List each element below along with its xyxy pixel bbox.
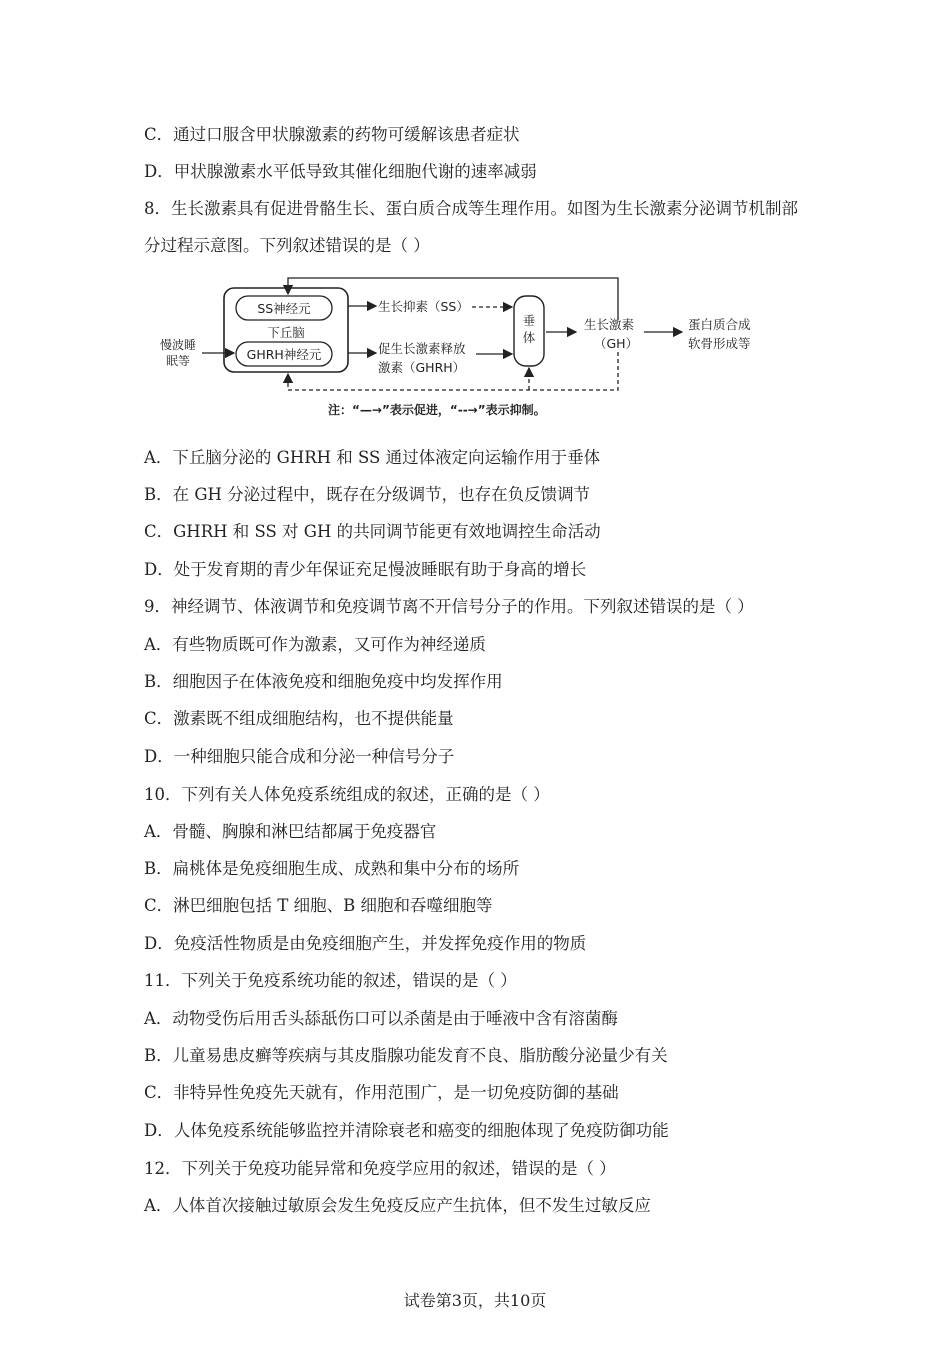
option-b-q11: B．儿童易患皮癣等疾病与其皮脂腺功能发育不良、脂肪酸分泌量少有关 [144,1046,668,1065]
option-c-q8: C．GHRH 和 SS 对 GH 的共同调节能更有效地调控生命活动 [144,522,601,541]
option-b-q8: B．在 GH 分泌过程中，既存在分级调节，也存在负反馈调节 [144,485,591,504]
option-b-q10: B．扁桃体是免疫细胞生成、成熟和集中分布的场所 [144,859,520,878]
question-8-stem: 8．生长激素具有促进骨骼生长、蛋白质合成等生理作用。如图为生长激素分泌调节机制部 [144,199,798,218]
page-footer: 试卷第3页，共10页 [403,1291,547,1310]
option-a-q11: A．动物受伤后用舌头舔舐伤口可以杀菌是由于唾液中含有溶菌酶 [144,1009,618,1028]
option-c-q7: C．通过口服含甲状腺激素的药物可缓解该患者症状 [144,125,520,144]
option-a-q12: A．人体首次接触过敏原会发生免疫反应产生抗体，但不发生过敏反应 [144,1196,651,1215]
option-c-q11: C．非特异性免疫先天就有，作用范围广，是一切免疫防御的基础 [144,1083,619,1102]
pituitary-label-2: 体 [522,330,536,345]
ss-neuron-label: SS神经元 [257,301,311,316]
ghrh-label-1: 促生长激素释放 [378,341,466,356]
slow-wave-sleep-label-2: 眠等 [166,354,191,368]
gh-label-1: 生长激素 [584,317,635,332]
hypothalamus-label: 下丘脑 [267,325,305,340]
question-8-stem-cont: 分过程示意图。下列叙述错误的是（ ） [144,236,430,255]
effect-label-2: 软骨形成等 [688,336,751,351]
diagram-note: 注：“—→”表示促进，“--→”表示抑制。 [328,403,546,417]
gh-regulation-diagram [150,262,790,424]
option-d-q9: D．一种细胞只能合成和分泌一种信号分子 [144,747,455,766]
option-a-q10: A．骨髓、胸腺和淋巴结都属于免疫器官 [144,822,437,841]
option-d-q8: D．处于发育期的青少年保证充足慢波睡眠有助于身高的增长 [144,560,587,579]
option-c-q10: C．淋巴细胞包括 T 细胞、B 细胞和吞噬细胞等 [144,896,493,915]
slow-wave-sleep-label-1: 慢波睡 [160,338,197,352]
ghrh-label-2: 激素（GHRH） [378,360,466,375]
question-11-stem: 11．下列关于免疫系统功能的叙述，错误的是（ ） [144,971,517,990]
question-10-stem: 10．下列有关人体免疫系统组成的叙述，正确的是（ ） [144,785,550,804]
ghrh-neuron-label: GHRH神经元 [246,347,322,362]
option-b-q9: B．细胞因子在体液免疫和细胞免疫中均发挥作用 [144,672,503,691]
option-d-q11: D．人体免疫系统能够监控并清除衰老和癌变的细胞体现了免疫防御功能 [144,1121,669,1140]
option-d-q7: D．甲状腺激素水平低导致其催化细胞代谢的速率减弱 [144,162,537,181]
option-a-q9: A．有些物质既可作为激素，又可作为神经递质 [144,635,486,654]
question-9-stem: 9．神经调节、体液调节和免疫调节离不开信号分子的作用。下列叙述错误的是（ ） [144,597,754,616]
option-d-q10: D．免疫活性物质是由免疫细胞产生，并发挥免疫作用的物质 [144,934,587,953]
option-c-q9: C．激素既不组成细胞结构，也不提供能量 [144,709,454,728]
effect-label-1: 蛋白质合成 [688,317,751,332]
question-12-stem: 12．下列关于免疫功能异常和免疫学应用的叙述，错误的是（ ） [144,1159,616,1178]
option-a-q8: A．下丘脑分泌的 GHRH 和 SS 通过体液定向运输作用于垂体 [144,448,601,467]
somatostatin-label: 生长抑素（SS） [378,299,469,314]
pituitary-label-1: 垂 [522,313,536,328]
gh-label-2: （GH） [594,336,639,351]
